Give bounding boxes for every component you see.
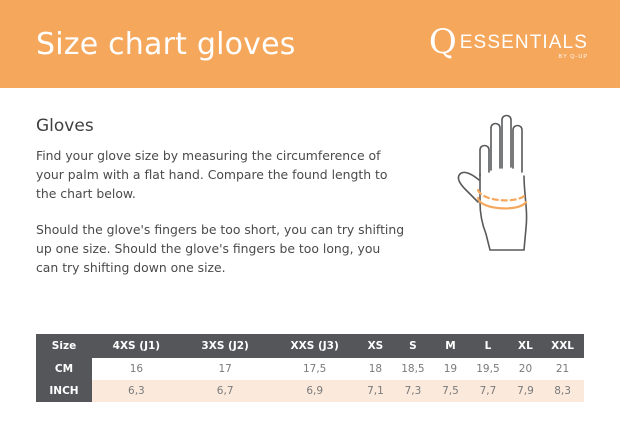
cell-cm-m: 19 <box>435 358 466 380</box>
cell-inch-3xs: 6,7 <box>181 380 270 402</box>
hand-with-measuring-tape-icon <box>450 110 590 270</box>
column-header-l: L <box>466 334 510 358</box>
section-title: Gloves <box>36 116 94 136</box>
instruction-paragraph-1: Find your glove size by measuring the circumference of your palm with a flat hand. Compare the found length to the chart below. <box>36 148 388 201</box>
instructions-block <box>36 146 406 294</box>
column-header-m: M <box>435 334 466 358</box>
column-header-xl: XL <box>510 334 541 358</box>
cell-cm-xs: 18 <box>360 358 391 380</box>
column-header-xs: XS <box>360 334 391 358</box>
page-title: Size chart gloves <box>36 26 296 62</box>
cell-inch-xs: 7,1 <box>360 380 391 402</box>
cell-cm-4xs: 16 <box>92 358 181 380</box>
column-header-4xs: 4XS (J1) <box>92 334 181 358</box>
column-header-xxs: XXS (J3) <box>270 334 360 358</box>
table-header-row <box>36 334 584 358</box>
cell-inch-xxl: 8,3 <box>541 380 584 402</box>
cell-inch-m: 7,5 <box>435 380 466 402</box>
page-header <box>0 0 620 88</box>
logo-q-mark: Q <box>428 22 457 62</box>
table-body <box>36 358 584 402</box>
logo-text-group <box>460 28 588 60</box>
row-label-inch: INCH <box>36 380 92 402</box>
logo-tagline: BY Q-UP <box>558 54 588 60</box>
cell-cm-xxl: 21 <box>541 358 584 380</box>
cell-cm-s: 18,5 <box>391 358 435 380</box>
cell-inch-xl: 7,9 <box>510 380 541 402</box>
logo-brand-name: ESSENTIALS <box>459 32 588 53</box>
cell-cm-xxs: 17,5 <box>270 358 360 380</box>
row-label-cm: CM <box>36 358 92 380</box>
brand-logo <box>428 22 592 62</box>
cell-inch-xxs: 6,9 <box>270 380 360 402</box>
table-row <box>36 358 584 380</box>
table-header <box>36 334 584 358</box>
cell-inch-l: 7,7 <box>466 380 510 402</box>
cell-cm-xl: 20 <box>510 358 541 380</box>
cell-cm-3xs: 17 <box>181 358 270 380</box>
table-row <box>36 380 584 402</box>
size-chart-table <box>36 334 584 402</box>
page-content <box>0 88 620 440</box>
column-header-3xs: 3XS (J2) <box>181 334 270 358</box>
cell-inch-s: 7,3 <box>391 380 435 402</box>
column-header-size: Size <box>36 334 92 358</box>
column-header-s: S <box>391 334 435 358</box>
instruction-paragraph-2: Should the glove's fingers be too short, you can try shifting up one size. Should the glove's fingers be too long, you can try shifting down one size. <box>36 222 405 275</box>
cell-inch-4xs: 6,3 <box>92 380 181 402</box>
column-header-xxl: XXL <box>541 334 584 358</box>
cell-cm-l: 19,5 <box>466 358 510 380</box>
